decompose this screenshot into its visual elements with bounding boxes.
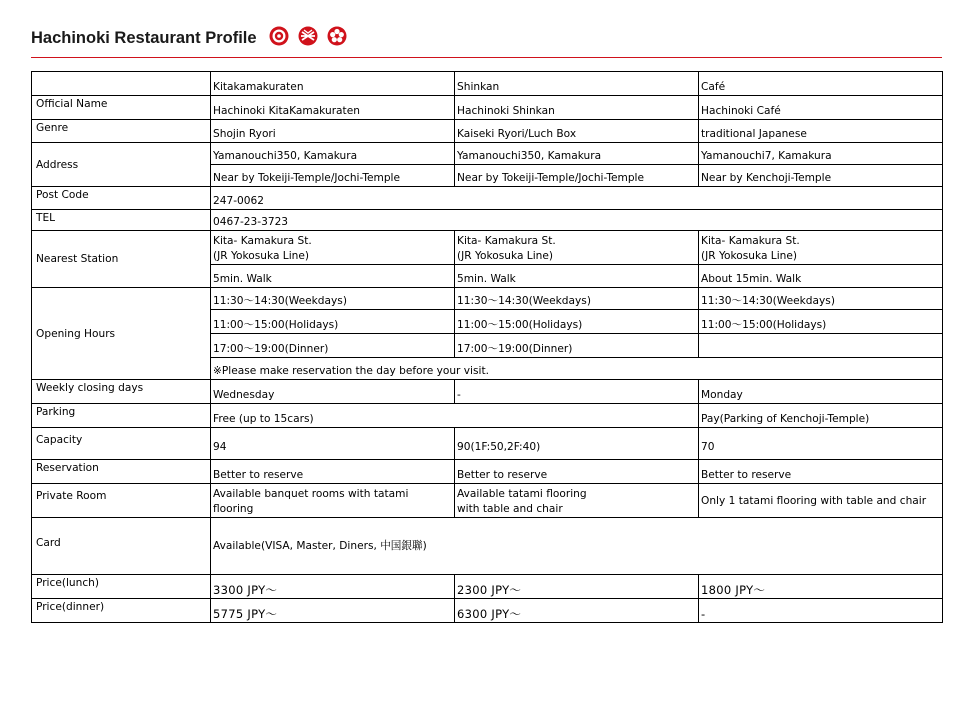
table-cell: 11:00〜15:00(Holidays) <box>211 310 455 334</box>
cell-line: Available banquet rooms with tatami <box>213 488 409 500</box>
table-cell: 11:00〜15:00(Holidays) <box>699 310 943 334</box>
table-row <box>32 460 943 484</box>
table-row <box>32 210 943 231</box>
table-header-row <box>32 72 943 96</box>
table-row <box>32 288 943 310</box>
cell-line: Available tatami flooring <box>457 488 587 500</box>
table-cell: traditional Japanese <box>699 120 943 143</box>
table-cell: Only 1 tatami flooring with table and chair <box>699 484 943 518</box>
table-cell: 11:30〜14:30(Weekdays) <box>699 288 943 310</box>
row-label: Parking <box>32 404 211 428</box>
row-label: Price(dinner) <box>32 599 211 623</box>
table-cell: Yamanouchi350, Kamakura <box>455 143 699 165</box>
row-label: TEL <box>32 210 211 231</box>
row-label: Official Name <box>32 96 211 120</box>
column-header: Café <box>699 72 943 96</box>
row-label: Post Code <box>32 187 211 210</box>
table-cell: Monday <box>699 380 943 404</box>
table-cell: Wednesday <box>211 380 455 404</box>
row-label: Card <box>32 518 211 575</box>
table-row <box>32 380 943 404</box>
table-cell: 90(1F:50,2F:40) <box>455 428 699 460</box>
table-cell: Kaiseki Ryori/Luch Box <box>455 120 699 143</box>
table-cell <box>211 484 455 518</box>
table-row <box>32 484 943 518</box>
table-cell <box>699 334 943 358</box>
table-cell: Yamanouchi350, Kamakura <box>211 143 455 165</box>
cell-line: flooring <box>213 503 254 515</box>
corner-cell <box>32 72 211 96</box>
table-cell: 11:30〜14:30(Weekdays) <box>211 288 455 310</box>
table-cell <box>455 484 699 518</box>
table-cell: About 15min. Walk <box>699 265 943 288</box>
table-cell <box>211 231 455 265</box>
profile-table <box>31 71 943 623</box>
row-label: Price(lunch) <box>32 575 211 599</box>
row-label: Private Room <box>32 484 211 518</box>
table-row <box>32 96 943 120</box>
table-cell: Better to reserve <box>699 460 943 484</box>
column-header: Kitakamakuraten <box>211 72 455 96</box>
table-cell: 0467-23-3723 <box>211 210 943 231</box>
page-title: Hachinoki Restaurant Profile <box>31 29 257 47</box>
table-cell: 5min. Walk <box>211 265 455 288</box>
table-cell: 2300 JPY〜 <box>455 575 699 599</box>
table-cell: Free (up to 15cars) <box>211 404 699 428</box>
restaurant-crest-icon <box>327 26 347 46</box>
table-cell: 247-0062 <box>211 187 943 210</box>
table-cell: 6300 JPY〜 <box>455 599 699 623</box>
table-cell: Near by Tokeiji-Temple/Jochi-Temple <box>455 165 699 187</box>
station-line: (JR Yokosuka Line) <box>457 250 554 262</box>
table-cell: 17:00〜19:00(Dinner) <box>211 334 455 358</box>
column-header: Shinkan <box>455 72 699 96</box>
table-cell: Available(VISA, Master, Diners, 中国銀聯) <box>211 518 943 575</box>
table-cell: 94 <box>211 428 455 460</box>
table-cell: Hachinoki KitaKamakuraten <box>211 96 455 120</box>
restaurant-crest-icon <box>298 26 318 46</box>
table-cell: Better to reserve <box>455 460 699 484</box>
table-cell: - <box>455 380 699 404</box>
station-line: (JR Yokosuka Line) <box>701 250 798 262</box>
table-cell: Hachinoki Shinkan <box>455 96 699 120</box>
table-cell: 5min. Walk <box>455 265 699 288</box>
table-row <box>32 599 943 623</box>
station-line: (JR Yokosuka Line) <box>213 250 310 262</box>
reservation-note: ※Please make reservation the day before your visit. <box>211 358 943 380</box>
table-cell: 17:00〜19:00(Dinner) <box>455 334 699 358</box>
row-label: Genre <box>32 120 211 143</box>
table-cell: Yamanouchi7, Kamakura <box>699 143 943 165</box>
table-cell: Near by Kenchoji-Temple <box>699 165 943 187</box>
table-row <box>32 518 943 575</box>
table-cell: Near by Tokeiji-Temple/Jochi-Temple <box>211 165 455 187</box>
logo-group <box>269 26 351 46</box>
table-row <box>32 187 943 210</box>
table-cell: 5775 JPY〜 <box>211 599 455 623</box>
cell-line: with table and chair <box>457 503 563 515</box>
table-cell: 70 <box>699 428 943 460</box>
row-label: Capacity <box>32 428 211 460</box>
table-cell <box>455 231 699 265</box>
row-label: Nearest Station <box>32 231 211 288</box>
table-cell: Pay(Parking of Kenchoji-Temple) <box>699 404 943 428</box>
restaurant-crest-icon <box>269 26 289 46</box>
station-name: Kita- Kamakura St. <box>701 235 800 247</box>
table-row <box>32 404 943 428</box>
station-name: Kita- Kamakura St. <box>213 235 312 247</box>
row-label: Address <box>32 143 211 187</box>
table-row <box>32 575 943 599</box>
table-cell: 3300 JPY〜 <box>211 575 455 599</box>
table-cell <box>699 231 943 265</box>
table-cell: Shojin Ryori <box>211 120 455 143</box>
table-cell: - <box>699 599 943 623</box>
table-row <box>32 428 943 460</box>
page-header <box>31 24 942 54</box>
table-cell: 11:30〜14:30(Weekdays) <box>455 288 699 310</box>
table-cell: Hachinoki Café <box>699 96 943 120</box>
row-label: Weekly closing days <box>32 380 211 404</box>
table-row <box>32 120 943 143</box>
row-label: Reservation <box>32 460 211 484</box>
table-cell: 1800 JPY〜 <box>699 575 943 599</box>
table-row <box>32 231 943 265</box>
table-cell: Better to reserve <box>211 460 455 484</box>
row-label: Opening Hours <box>32 288 211 380</box>
header-divider <box>31 57 942 58</box>
station-name: Kita- Kamakura St. <box>457 235 556 247</box>
table-row <box>32 143 943 165</box>
table-cell: 11:00〜15:00(Holidays) <box>455 310 699 334</box>
